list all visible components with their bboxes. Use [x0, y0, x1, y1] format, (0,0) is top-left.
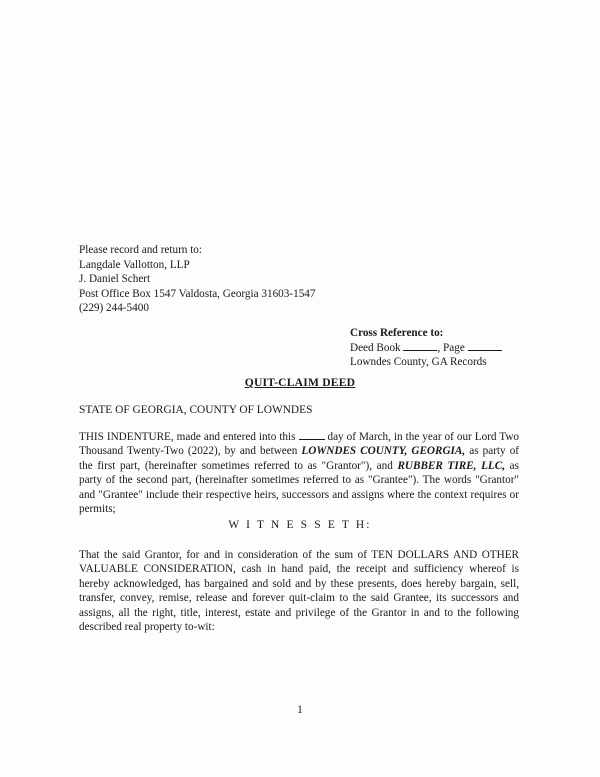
- cross-reference-heading: Cross Reference to:: [350, 327, 444, 339]
- return-line: (229) 244-5400: [79, 302, 149, 315]
- state-county-line: STATE OF GEORGIA, COUNTY OF LOWNDES: [79, 404, 313, 416]
- deed-book-label: Deed Book: [350, 341, 401, 354]
- indenture-part3: as party of the first part, (hereinafter sometimes referred to as "Grantor"), and: [79, 445, 520, 472]
- witnesseth-heading: W I T N E S S E T H:: [228, 519, 372, 531]
- indenture-part1: THIS INDENTURE, made and entered into this: [79, 431, 296, 443]
- return-line: Please record and return to:: [79, 244, 203, 256]
- deed-book-line: [350, 341, 502, 356]
- deed-book-blank: [403, 341, 437, 351]
- return-line: J. Daniel Schert: [79, 273, 151, 286]
- consideration-paragraph: That the said Grantor, for and in consideration of the sum of TEN DOLLARS AND OTHER VALUABLE CONSIDERATION, cash in hand paid, the receipt and sufficiency whereof is hereby acknowledged, has bargained and sold and by these presents, does hereby bargain, sell, transfer, convey, remise, release and forever quit-claim to the said Grantee, its successors and assigns, all the right, title, interest, estate and privilege of the Grantor in and to the following described real property to-wit:: [79, 549, 519, 634]
- document-title: QUIT-CLAIM DEED: [244, 376, 356, 389]
- cross-reference-block: [350, 326, 502, 370]
- return-line: Langdale Vallotton, LLP: [79, 258, 190, 271]
- records-line: Lowndes County, GA Records: [350, 356, 487, 369]
- grantee-name: RUBBER TIRE, LLC,: [397, 459, 506, 472]
- page-number: 1: [297, 704, 303, 716]
- page-label: , Page: [437, 341, 465, 354]
- indenture-paragraph: [79, 430, 519, 516]
- indenture-part4: as party of the second part, (hereinafter sometimes referred to as "Grantee"). The words "Grantor" and "Grantee" include their respective heirs, successors and assigns where the context requires or permits;: [79, 459, 519, 516]
- return-address-block: [79, 243, 315, 316]
- day-blank: [299, 430, 325, 440]
- return-line: Post Office Box 1547 Valdosta, Georgia 31603-1547: [79, 287, 316, 300]
- page-blank: [468, 341, 502, 351]
- indenture-part2: day of March, in the year of our Lord Two Thousand Twenty-Two (2022), by and between: [79, 431, 520, 458]
- grantor-name: LOWNDES COUNTY, GEORGIA,: [301, 445, 466, 458]
